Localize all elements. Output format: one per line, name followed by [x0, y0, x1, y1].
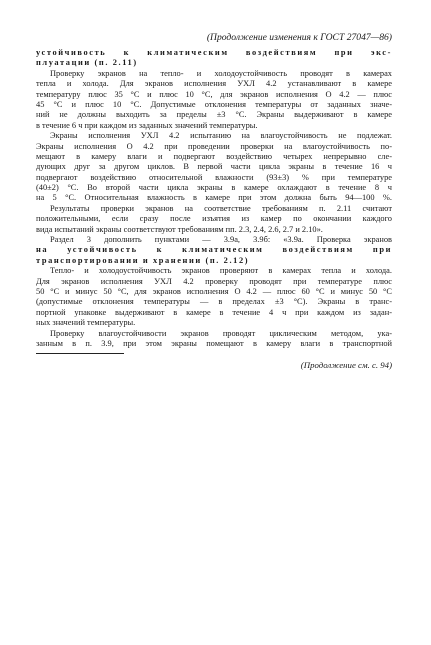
- text-line: Тепло- и холодоустойчивость экранов проверяют в камерах тепла и холода.: [50, 266, 392, 276]
- text-line: мещают в камеру влаги и подвергают воздействию четырех непрерывно сле-: [36, 151, 392, 161]
- text-line: Проверку экранов на тепло- и холодоустойчивость проводят в камерах: [50, 68, 392, 78]
- text-line: положительными, если сразу после изъятия из камер по окончании каждого: [36, 214, 392, 224]
- text-line: 50 °С и минус 50 °С, для экранов исполнения О 4.2 — плюс 60 °С и минус 50 °С: [36, 286, 392, 296]
- text-line: Проверку влагоустойчивости экранов проводят циклическим методом, ука-: [50, 328, 392, 338]
- body-text: [36, 48, 392, 349]
- text-line: в течение 6 ч при каждом из заданных значений температуры.: [36, 120, 258, 130]
- text-line: ных значений температуры.: [36, 318, 136, 328]
- text-line: температуру плюс 35 °С и плюс 10 °С, для экранов исполнения О 4.2 — плюс: [36, 89, 392, 99]
- text-line: дующих друг за другом циклов. В первой части цикла экраны в течение 16 ч: [36, 162, 392, 172]
- document-page: [36, 32, 392, 349]
- text-line: (допустимые отклонения температуры — в пределах ±3 °С). Экраны в транс-: [36, 297, 392, 307]
- text-line: на устойчивость к климатическим воздействиям при: [36, 245, 392, 255]
- text-line: Экраны исполнения УХЛ 4.2 испытанию на влагоустойчивость не подлежат.: [50, 131, 392, 141]
- text-line: 45 °С и плюс 10 °С. Допустимые отклонения температуры от заданных значе-: [36, 99, 392, 109]
- text-line: ний не должны выходить за пределы ±3 °С. Экраны выдерживают в камере: [36, 110, 392, 120]
- text-line: (40±2) °С. Во второй части цикла экраны в камере охлаждают в течение 8 ч: [36, 183, 392, 193]
- text-line: Раздел 3 дополнить пунктами — 3.9а, 3.9б: «3.9а. Проверка экранов: [50, 235, 392, 245]
- text-line: Результаты проверки экранов на соответствие требованиям п. 2.11 считают: [50, 203, 392, 213]
- text-line: на 5 °С. Относительная влажность в камере при этом должна быть 94—100 %.: [36, 193, 392, 203]
- page-footer: (Продолжение см. с. 94): [300, 360, 392, 370]
- text-line: Экраны исполнения О 4.2 при проведении проверки на влагоустойчивость по-: [36, 141, 392, 151]
- page-header: (Продолжение изменения к ГОСТ 27047—86): [206, 32, 392, 43]
- text-line: транспортировании и хранении (п. 2.12): [36, 255, 250, 265]
- text-line: тепла и холода. Для экранов исполнения УХЛ 4.2 устанавливают в камере: [36, 79, 392, 89]
- text-line: подвергают воздействию относительной влажности (93±3) % при температуре: [36, 172, 392, 182]
- text-line: Для экранов исполнения УХЛ 4.2 проверку проводят при температуре плюс: [36, 276, 392, 286]
- text-line: портной упаковке выдерживают в камере в течение 4 ч при каждом из задан-: [36, 307, 392, 317]
- text-line: устойчивость к климатическим воздействиям при экс-: [36, 48, 392, 57]
- text-line: вида испытаний экраны соответствуют требованиям пп. 2.3, 2.4, 2.6, 2.7 и 2.10».: [36, 224, 323, 234]
- footer-rule: [36, 353, 124, 354]
- text-line: занным в п. 3.9, при этом экраны помещают в камеру влаги в транспортной: [36, 338, 392, 348]
- text-line: плуатации (п. 2.11): [36, 58, 138, 68]
